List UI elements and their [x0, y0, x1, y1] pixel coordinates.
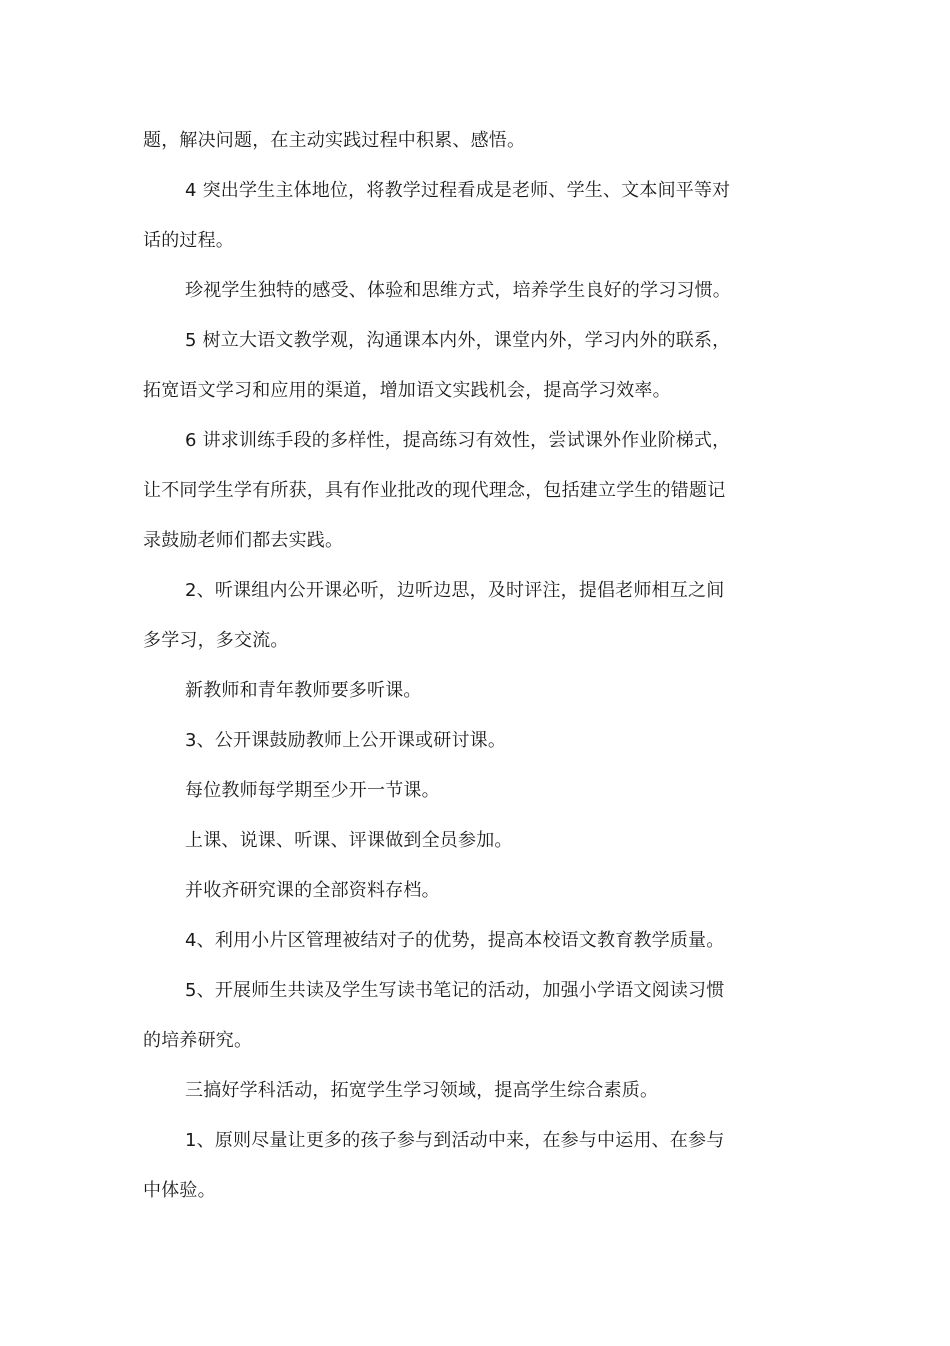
text-line: 每位教师每学期至少开一节课。 [185, 780, 440, 801]
document-body [143, 116, 753, 1216]
text-line: 的培养研究。 [143, 1030, 253, 1051]
text-line: 3、公开课鼓励教师上公开课或研讨课。 [185, 730, 507, 751]
text-line: 中体验。 [143, 1180, 216, 1201]
text-line: 1、原则尽量让更多的孩子参与到活动中来，在参与中运用、在参与 [185, 1130, 725, 1151]
text-line: 话的过程。 [143, 230, 234, 251]
text-line: 拓宽语文学习和应用的渠道，增加语文实践机会，提高学习效率。 [143, 380, 671, 401]
text-line: 上课、说课、听课、评课做到全员参加。 [185, 830, 513, 851]
text-line: 5、开展师生共读及学生写读书笔记的活动，加强小学语文阅读习惯 [185, 980, 725, 1001]
text-line: 6 讲求训练手段的多样性，提高练习有效性，尝试课外作业阶梯式， [185, 430, 731, 451]
text-line: 三搞好学科活动，拓宽学生学习领域，提高学生综合素质。 [185, 1080, 659, 1101]
text-line: 多学习，多交流。 [143, 630, 289, 651]
text-line: 4、利用小片区管理被结对子的优势，提高本校语文教育教学质量。 [185, 930, 725, 951]
text-line: 新教师和青年教师要多听课。 [185, 680, 422, 701]
text-line: 5 树立大语文教学观，沟通课本内外，课堂内外，学习内外的联系， [185, 330, 731, 351]
text-line: 题，解决问题，在主动实践过程中积累、感悟。 [143, 130, 526, 151]
text-line: 珍视学生独特的感受、体验和思维方式，培养学生良好的学习习惯。 [185, 280, 731, 301]
text-line: 并收齐研究课的全部资料存档。 [185, 880, 440, 901]
text-line: 4 突出学生主体地位，将教学过程看成是老师、学生、文本间平等对 [185, 180, 731, 201]
text-line: 2、听课组内公开课必听，边听边思，及时评注，提倡老师相互之间 [185, 580, 725, 601]
text-line: 录鼓励老师们都去实践。 [143, 530, 344, 551]
text-line: 让不同学生学有所获，具有作业批改的现代理念，包括建立学生的错题记 [143, 480, 726, 501]
